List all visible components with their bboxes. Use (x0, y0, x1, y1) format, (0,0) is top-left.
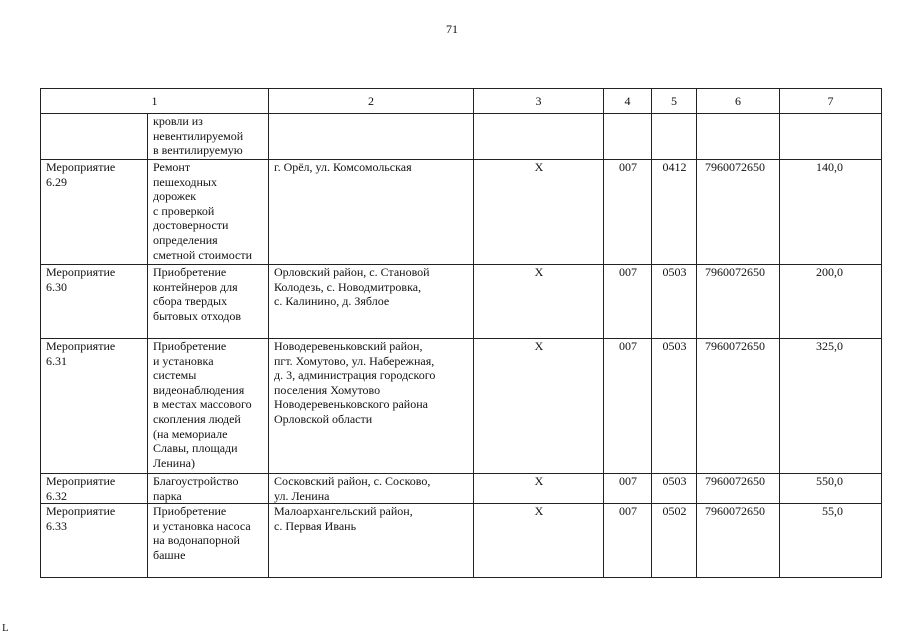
col6-cell: 7960072650 (697, 265, 780, 339)
col7-cell (780, 114, 882, 160)
col5-cell: 0412 (652, 160, 697, 265)
col4-cell: 007 (604, 265, 652, 339)
col3-cell: Х (474, 339, 604, 474)
col3-cell: Х (474, 160, 604, 265)
col4-cell: 007 (604, 160, 652, 265)
header-col-1: 1 (41, 89, 269, 114)
col6-cell (697, 114, 780, 160)
col4-cell (604, 114, 652, 160)
table-row (41, 474, 882, 504)
table-row (41, 114, 882, 160)
name-cell: Приобретение и установка системы видеонаблюдения в местах массового скопления людей (на мемориале Славы, площади Ленина) (148, 339, 269, 474)
col7-cell: 550,0 (780, 474, 882, 504)
col5-cell: 0503 (652, 339, 697, 474)
table-row (41, 339, 882, 474)
col4-cell: 007 (604, 339, 652, 474)
table-row (41, 504, 882, 578)
header-col-6: 6 (697, 89, 780, 114)
measure-cell (41, 114, 148, 160)
measure-cell: Мероприятие 6.30 (41, 265, 148, 339)
address-cell (269, 114, 474, 160)
name-cell: Ремонт пешеходных дорожек с проверкой достоверности определения сметной стоимости (148, 160, 269, 265)
col6-cell: 7960072650 (697, 474, 780, 504)
name-cell: Приобретение контейнеров для сбора твердых бытовых отходов (148, 265, 269, 339)
col6-cell: 7960072650 (697, 160, 780, 265)
header-col-7: 7 (780, 89, 882, 114)
address-cell: Новодеревеньковский район, пгт. Хомутово, ул. Набережная, д. 3, администрация городского поселения Хомутово Новодеревеньковского района Орловской области (269, 339, 474, 474)
page-number: 71 (446, 22, 458, 36)
col6-cell: 7960072650 (697, 339, 780, 474)
col3-cell: Х (474, 504, 604, 578)
col4-cell: 007 (604, 504, 652, 578)
col5-cell: 0502 (652, 504, 697, 578)
col7-cell: 140,0 (780, 160, 882, 265)
header-col-2: 2 (269, 89, 474, 114)
measure-cell: Мероприятие 6.32 (41, 474, 148, 504)
corner-mark: L (2, 622, 9, 634)
table-row (41, 160, 882, 265)
header-col-5: 5 (652, 89, 697, 114)
header-col-4: 4 (604, 89, 652, 114)
name-cell: кровли из невентилируемой в вентилируемую (148, 114, 269, 160)
col3-cell (474, 114, 604, 160)
col7-cell: 200,0 (780, 265, 882, 339)
name-cell: Благоустройство парка (148, 474, 269, 504)
table-row (41, 265, 882, 339)
header-row (41, 89, 882, 114)
col5-cell (652, 114, 697, 160)
col7-cell: 55,0 (780, 504, 882, 578)
measure-cell: Мероприятие 6.29 (41, 160, 148, 265)
col5-cell: 0503 (652, 265, 697, 339)
address-cell: Орловский район, с. Становой Колодезь, с. Новодмитровка, с. Калинино, д. Зяблое (269, 265, 474, 339)
col7-cell: 325,0 (780, 339, 882, 474)
address-cell: Сосковский район, с. Сосково, ул. Ленина (269, 474, 474, 504)
address-cell: г. Орёл, ул. Комсомольская (269, 160, 474, 265)
address-cell: Малоархангельский район, с. Первая Ивань (269, 504, 474, 578)
budget-table (40, 88, 882, 578)
col3-cell: Х (474, 265, 604, 339)
col4-cell: 007 (604, 474, 652, 504)
name-cell: Приобретение и установка насоса на водонапорной башне (148, 504, 269, 578)
measure-cell: Мероприятие 6.31 (41, 339, 148, 474)
measure-cell: Мероприятие 6.33 (41, 504, 148, 578)
col5-cell: 0503 (652, 474, 697, 504)
col6-cell: 7960072650 (697, 504, 780, 578)
header-col-3: 3 (474, 89, 604, 114)
col3-cell: Х (474, 474, 604, 504)
